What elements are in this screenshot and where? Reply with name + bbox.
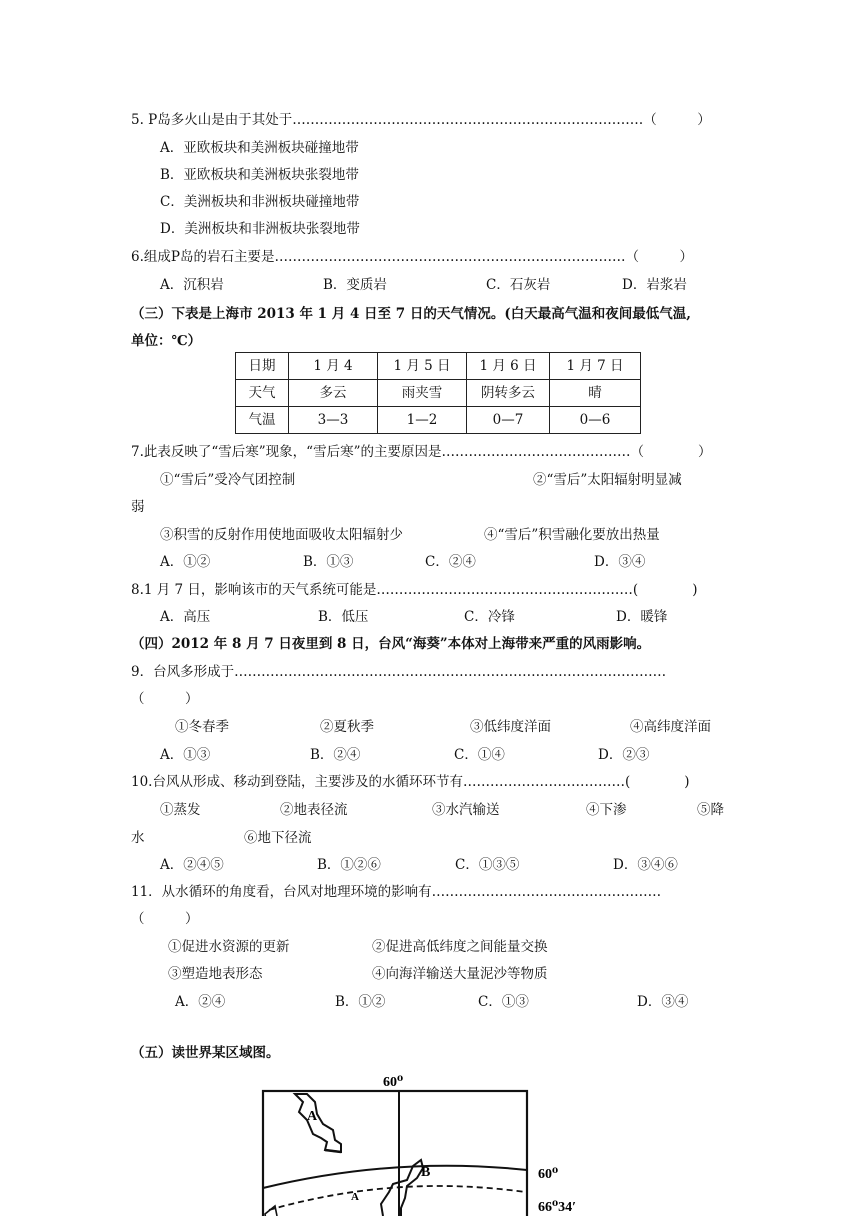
q9-option-b: B．②④ <box>310 747 361 763</box>
table-row <box>236 353 641 380</box>
q9-stem: 9．台风多形成于…………………………………………………………………………………… <box>131 664 667 680</box>
map-point-a: A <box>307 1109 318 1124</box>
q5-option-a: A．亚欧板块和美洲板块碰撞地带 <box>160 140 359 156</box>
map-right-label-66: 66⁰34′ <box>538 1200 577 1215</box>
q9-item-2: ②夏秋季 <box>320 719 374 735</box>
q9-item-1: ①冬春季 <box>175 719 229 735</box>
table-cell: 1—2 <box>378 407 467 434</box>
q11-paren: （ ） <box>131 911 199 927</box>
q7-option-a: A．①② <box>160 554 211 570</box>
q10-stem: 10.台风从形成、移动到登陆，主要涉及的水循环环节有………………………………( ) <box>131 774 690 790</box>
q9-option-a: A．①③ <box>160 747 211 763</box>
section5-intro: （五）读世界某区域图。 <box>131 1045 280 1061</box>
q6-option-c: C．石灰岩 <box>486 277 551 293</box>
table-row <box>236 380 641 407</box>
q7-item-3: ③积雪的反射作用使地面吸收太阳辐射少 <box>160 527 403 543</box>
q11-item-1: ①促进水资源的更新 <box>168 939 290 955</box>
q5-option-d: D．美洲板块和非洲板块张裂地带 <box>160 221 360 237</box>
q11-item-4: ④向海洋输送大量泥沙等物质 <box>372 966 548 982</box>
map-point-b: B <box>421 1165 431 1180</box>
map-inner-mark: A <box>351 1191 359 1203</box>
table-cell: 阴转多云 <box>467 380 550 407</box>
q6-option-a: A．沉积岩 <box>160 277 224 293</box>
q11-option-d: D．③④ <box>637 994 689 1010</box>
section4-intro: （四）2012 年 8 月 7 日夜里到 8 日，台风“海葵”本体对上海带来严重的风雨影响。 <box>131 636 651 652</box>
q6-option-b: B．变质岩 <box>323 277 387 293</box>
table-cell: 日期 <box>236 353 289 380</box>
weather-table <box>235 352 641 434</box>
q10-option-a: A．②④⑤ <box>160 857 224 873</box>
q11-option-a: A．②④ <box>175 994 226 1010</box>
q6-stem: 6.组成P岛的岩石主要是……………………………………………………………………（ ） <box>131 249 693 265</box>
table-row <box>236 407 641 434</box>
table-cell: 气温 <box>236 407 289 434</box>
q5-option-b: B．亚欧板块和美洲板块张裂地带 <box>160 167 359 183</box>
region-map <box>255 1068 600 1216</box>
q10-wrap: 水 <box>131 830 145 846</box>
table-cell: 1 月 7 日 <box>550 353 641 380</box>
table-cell: 晴 <box>550 380 641 407</box>
q10-option-c: C．①③⑤ <box>455 857 520 873</box>
q11-option-c: C．①③ <box>478 994 529 1010</box>
table-cell: 多云 <box>289 380 378 407</box>
q11-option-b: B．①② <box>335 994 386 1010</box>
table-cell: 雨夹雪 <box>378 380 467 407</box>
q5-option-c: C．美洲板块和非洲板块碰撞地带 <box>160 194 360 210</box>
q5-stem: 5. P岛多火山是由于其处于……………………………………………………………………（ ） <box>131 112 711 128</box>
q7-item-1: ①“雪后”受冷气团控制 <box>160 472 296 488</box>
q8-option-d: D．暖锋 <box>616 609 668 625</box>
q9-item-4: ④高纬度洋面 <box>630 719 711 735</box>
table-cell: 1 月 6 日 <box>467 353 550 380</box>
table-cell: 0—6 <box>550 407 641 434</box>
q8-option-b: B．低压 <box>318 609 369 625</box>
q10-item-2: ②地表径流 <box>280 802 348 818</box>
q7-stem: 7.此表反映了“雪后寒”现象，“雪后寒”的主要原因是……………………………………（ ） <box>131 444 712 460</box>
section3-intro-line1: （三）下表是上海市 2013 年 1 月 4 日至 7 日的天气情况。(白天最高气温和夜间最低气温, <box>131 306 691 322</box>
q10-item-6: ⑥地下径流 <box>244 830 312 846</box>
section3-intro-line2: 单位：℃） <box>131 333 202 349</box>
table-cell: 0—7 <box>467 407 550 434</box>
q7-option-d: D．③④ <box>594 554 646 570</box>
q8-option-a: A．高压 <box>160 609 211 625</box>
q11-item-2: ②促进高低纬度之间能量交换 <box>372 939 548 955</box>
table-cell: 1 月 4 <box>289 353 378 380</box>
q9-option-d: D．②③ <box>598 747 650 763</box>
q9-paren: （ ） <box>131 691 199 707</box>
map-right-label-60: 60⁰ <box>538 1167 559 1182</box>
q9-option-c: C．①④ <box>454 747 505 763</box>
q9-item-3: ③低纬度洋面 <box>470 719 551 735</box>
q10-item-1: ①蒸发 <box>160 802 201 818</box>
q7-item-4: ④“雪后”积雪融化要放出热量 <box>484 527 660 543</box>
q7-option-c: C．②④ <box>425 554 476 570</box>
q10-option-d: D．③④⑥ <box>613 857 678 873</box>
q6-option-d: D．岩浆岩 <box>622 277 687 293</box>
q8-option-c: C．冷锋 <box>464 609 515 625</box>
q10-item-4: ④下渗 <box>586 802 627 818</box>
q10-option-b: B．①②⑥ <box>317 857 381 873</box>
q7-item-2: ②“雪后”太阳辐射明显减 <box>533 472 682 488</box>
q7-option-b: B．①③ <box>303 554 354 570</box>
table-cell: 3—3 <box>289 407 378 434</box>
q10-item-3: ③水汽输送 <box>432 802 500 818</box>
map-top-label: 60⁰ <box>383 1075 404 1090</box>
q11-item-3: ③塑造地表形态 <box>168 966 263 982</box>
q10-item-5: ⑤降 <box>697 802 724 818</box>
q7-item-2-wrap: 弱 <box>131 499 145 515</box>
table-cell: 天气 <box>236 380 289 407</box>
q8-stem: 8.1 月 7 日，影响该市的天气系统可能是…………………………………………………( ) <box>131 582 698 598</box>
q11-stem: 11．从水循环的角度看，台风对地理环境的影响有…………………………………………… <box>131 884 662 900</box>
table-cell: 1 月 5 日 <box>378 353 467 380</box>
